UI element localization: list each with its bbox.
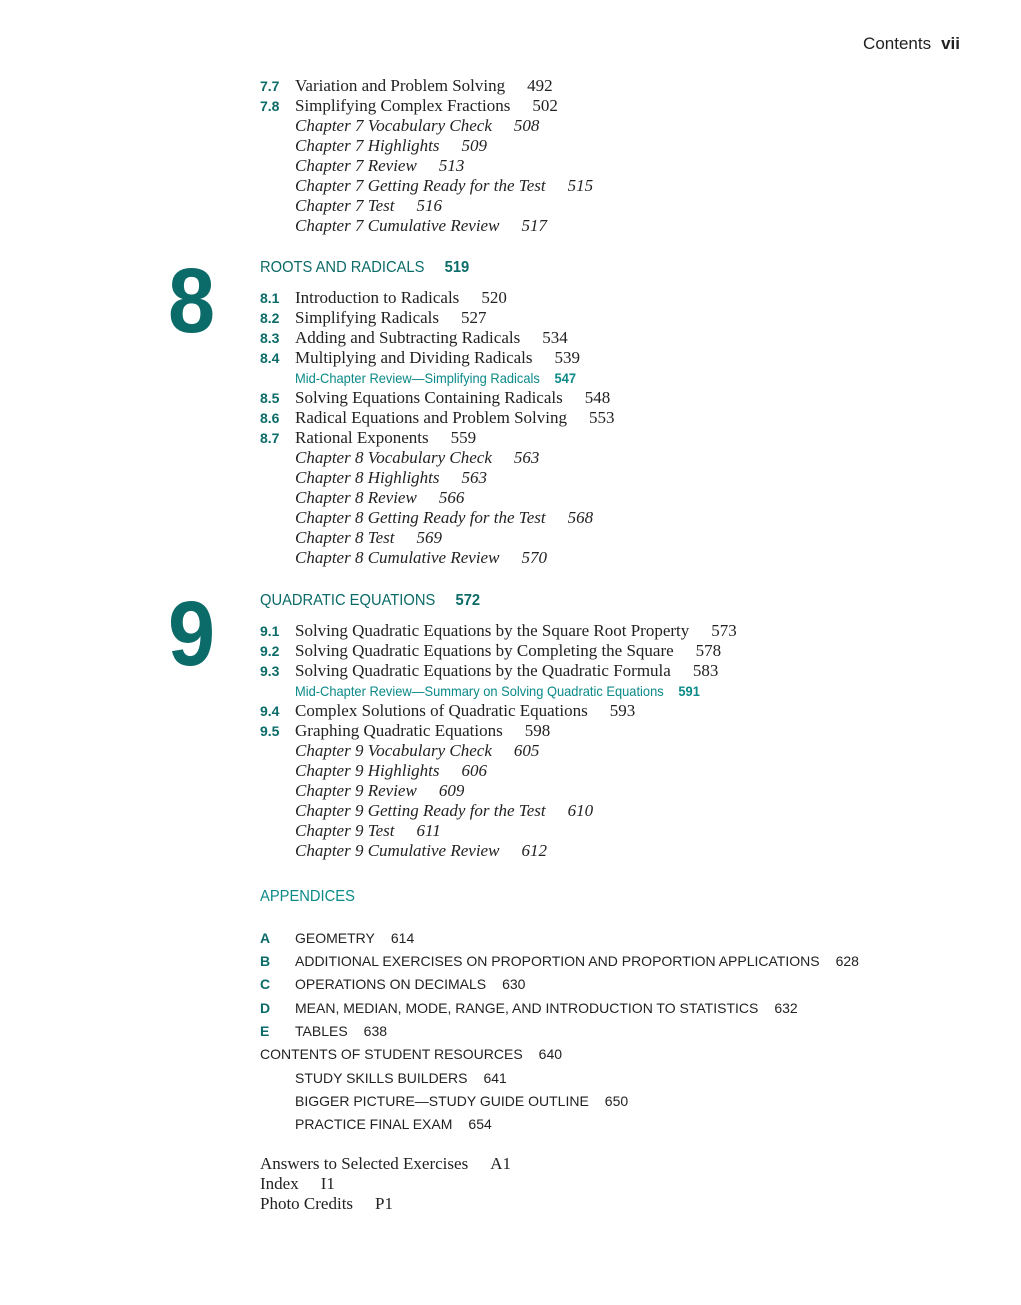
entry-title: BIGGER PICTURE—STUDY GUIDE OUTLINE xyxy=(295,1093,589,1109)
entry-title: Multiplying and Dividing Radicals xyxy=(295,348,533,367)
entry-title: Chapter 9 Getting Ready for the Test xyxy=(295,801,546,820)
entry-title: CONTENTS OF STUDENT RESOURCES xyxy=(260,1046,523,1062)
entry-page: 517 xyxy=(521,216,547,235)
entry-title: Chapter 9 Cumulative Review xyxy=(295,841,500,860)
appendix-letter: B xyxy=(260,953,271,969)
section-number: 8.4 xyxy=(260,350,280,366)
entry-title: Chapter 7 Test xyxy=(295,196,395,215)
appendix-letter: C xyxy=(260,976,271,992)
entry-page: 516 xyxy=(416,196,443,215)
entry-page: 569 xyxy=(416,528,443,547)
entry-page: 630 xyxy=(502,976,526,992)
entry-title: Solving Quadratic Equations by the Quadratic Formula xyxy=(295,661,671,680)
entry-title: Chapter 8 Vocabulary Check xyxy=(295,448,492,467)
chapter-title[interactable] xyxy=(260,591,480,611)
entry-page: 628 xyxy=(835,953,859,969)
section-number: 7.8 xyxy=(260,98,280,114)
section-number: 9.5 xyxy=(260,723,280,739)
entry-page: 598 xyxy=(524,721,551,740)
entry-title: STUDY SKILLS BUILDERS xyxy=(295,1070,468,1086)
entry-page: 610 xyxy=(567,801,594,820)
entry-title: Photo Credits xyxy=(260,1194,354,1213)
entry-page: 591 xyxy=(678,683,700,699)
entry-title: Chapter 8 Highlights xyxy=(295,468,440,487)
entry-title: Introduction to Radicals xyxy=(295,288,460,307)
entry-title: Mid-Chapter Review—Simplifying Radicals xyxy=(295,370,540,386)
entry-page: 492 xyxy=(527,76,553,95)
entry-title: Simplifying Radicals xyxy=(295,308,440,327)
entry-page: 502 xyxy=(532,96,558,115)
section-number: 7.7 xyxy=(260,78,280,94)
entry-page: 513 xyxy=(438,156,465,175)
entry-page: 641 xyxy=(483,1070,507,1086)
entry-page: 534 xyxy=(542,328,568,347)
entry-title: Chapter 9 Review xyxy=(295,781,417,800)
entry-title: Variation and Problem Solving xyxy=(295,76,506,95)
entry-page: 593 xyxy=(609,701,636,720)
entry-title: Chapter 7 Cumulative Review xyxy=(295,216,500,235)
section-number: 9.1 xyxy=(260,623,280,639)
entry-title: MEAN, MEDIAN, MODE, RANGE, AND INTRODUCTION TO STATISTICS xyxy=(295,1000,759,1016)
entry-page: 640 xyxy=(538,1046,563,1062)
entry-title: Simplifying Complex Fractions xyxy=(295,96,511,115)
chapter-title-text: ROOTS AND RADICALS xyxy=(260,259,425,276)
header-page-number: vii xyxy=(941,34,960,53)
entry-title: ADDITIONAL EXERCISES ON PROPORTION AND PROPORTION APPLICATIONS xyxy=(295,953,820,969)
entry-page: 563 xyxy=(513,448,540,467)
entry-page: 568 xyxy=(567,508,594,527)
entry-title: Solving Quadratic Equations by the Square Root Property xyxy=(295,621,690,640)
entry-page: 520 xyxy=(481,288,507,307)
entry-page: 605 xyxy=(513,741,540,760)
entry-title: Rational Exponents xyxy=(295,428,429,447)
entry-page: 547 xyxy=(554,370,577,386)
entry-page: 632 xyxy=(774,1000,798,1016)
entry-page: 559 xyxy=(450,428,477,447)
entry-page: I1 xyxy=(320,1174,335,1193)
entry-page: 566 xyxy=(438,488,465,507)
entry-title: Chapter 9 Highlights xyxy=(295,761,440,780)
entry-page: 609 xyxy=(438,781,465,800)
entry-page: 548 xyxy=(584,388,611,407)
entry-page: 606 xyxy=(461,761,488,780)
entry-title: Adding and Subtracting Radicals xyxy=(295,328,521,347)
section-number: 8.2 xyxy=(260,310,280,326)
header-section: Contents xyxy=(863,34,932,53)
appendix-letter: E xyxy=(260,1023,270,1039)
entry-page: 539 xyxy=(554,348,581,367)
entry-title: Chapter 8 Review xyxy=(295,488,417,507)
entry-page: 553 xyxy=(588,408,615,427)
entry-title: Solving Quadratic Equations by Completing the Square xyxy=(295,641,674,660)
entry-title: Chapter 9 Test xyxy=(295,821,395,840)
entry-title: TABLES xyxy=(295,1023,348,1039)
entry-page: 573 xyxy=(711,621,737,640)
section-number: 8.6 xyxy=(260,410,280,426)
entry-title: Radical Equations and Problem Solving xyxy=(295,408,567,427)
section-number: 9.2 xyxy=(260,643,280,659)
chapter-page: 572 xyxy=(455,592,481,609)
entry-page: 614 xyxy=(390,930,415,946)
entry-title: Chapter 8 Test xyxy=(295,528,395,547)
section-number: 9.4 xyxy=(260,703,280,719)
entry-title: Chapter 8 Getting Ready for the Test xyxy=(295,508,546,527)
section-number: 8.5 xyxy=(260,390,280,406)
section-number: 8.1 xyxy=(260,290,280,306)
entry-page: 654 xyxy=(468,1116,492,1132)
entry-page: 570 xyxy=(521,548,547,567)
entry-page: 583 xyxy=(692,661,719,680)
entry-page: 612 xyxy=(521,841,547,860)
entry-page: 515 xyxy=(567,176,594,195)
entry-title: PRACTICE FINAL EXAM xyxy=(295,1116,453,1132)
entry-title: Chapter 7 Getting Ready for the Test xyxy=(295,176,546,195)
entry-title: Chapter 7 Highlights xyxy=(295,136,440,155)
chapter-number: 9 xyxy=(168,583,216,685)
appendix-letter: A xyxy=(260,930,271,946)
entry-title: Complex Solutions of Quadratic Equations xyxy=(295,701,588,720)
chapter-title-text: QUADRATIC EQUATIONS xyxy=(260,592,436,609)
entry-title: OPERATIONS ON DECIMALS xyxy=(295,976,487,992)
entry-title: Mid-Chapter Review—Summary on Solving Quadratic Equations xyxy=(295,683,664,699)
section-number: 8.3 xyxy=(260,330,280,346)
entry-page: 527 xyxy=(461,308,487,327)
entry-page: 509 xyxy=(461,136,488,155)
chapter-number: 8 xyxy=(168,250,216,352)
running-header xyxy=(863,34,960,54)
section-number: 8.7 xyxy=(260,430,280,446)
entry-title: Chapter 8 Cumulative Review xyxy=(295,548,500,567)
entry-page: 638 xyxy=(363,1023,388,1039)
entry-title: Chapter 9 Vocabulary Check xyxy=(295,741,492,760)
entry-title: Chapter 7 Vocabulary Check xyxy=(295,116,492,135)
entry-title: Graphing Quadratic Equations xyxy=(295,721,503,740)
entry-title: Index xyxy=(260,1174,299,1193)
entry-title: GEOMETRY xyxy=(295,930,375,946)
entry-page: 650 xyxy=(604,1093,629,1109)
entry-page: 611 xyxy=(416,821,441,840)
entry-page: 578 xyxy=(695,641,722,660)
entry-page: A1 xyxy=(490,1154,511,1173)
entry-page: P1 xyxy=(375,1194,394,1213)
section-number: 9.3 xyxy=(260,663,280,679)
entry-title: Answers to Selected Exercises xyxy=(260,1154,469,1173)
entry-page: 563 xyxy=(461,468,488,487)
entry-title: Chapter 7 Review xyxy=(295,156,417,175)
chapter-page: 519 xyxy=(444,259,470,276)
entry-page: 508 xyxy=(513,116,540,135)
appendices-heading: APPENDICES xyxy=(260,888,355,905)
entry-title: Solving Equations Containing Radicals xyxy=(295,388,563,407)
appendix-letter: D xyxy=(260,1000,271,1016)
chapter-title[interactable] xyxy=(260,258,469,278)
